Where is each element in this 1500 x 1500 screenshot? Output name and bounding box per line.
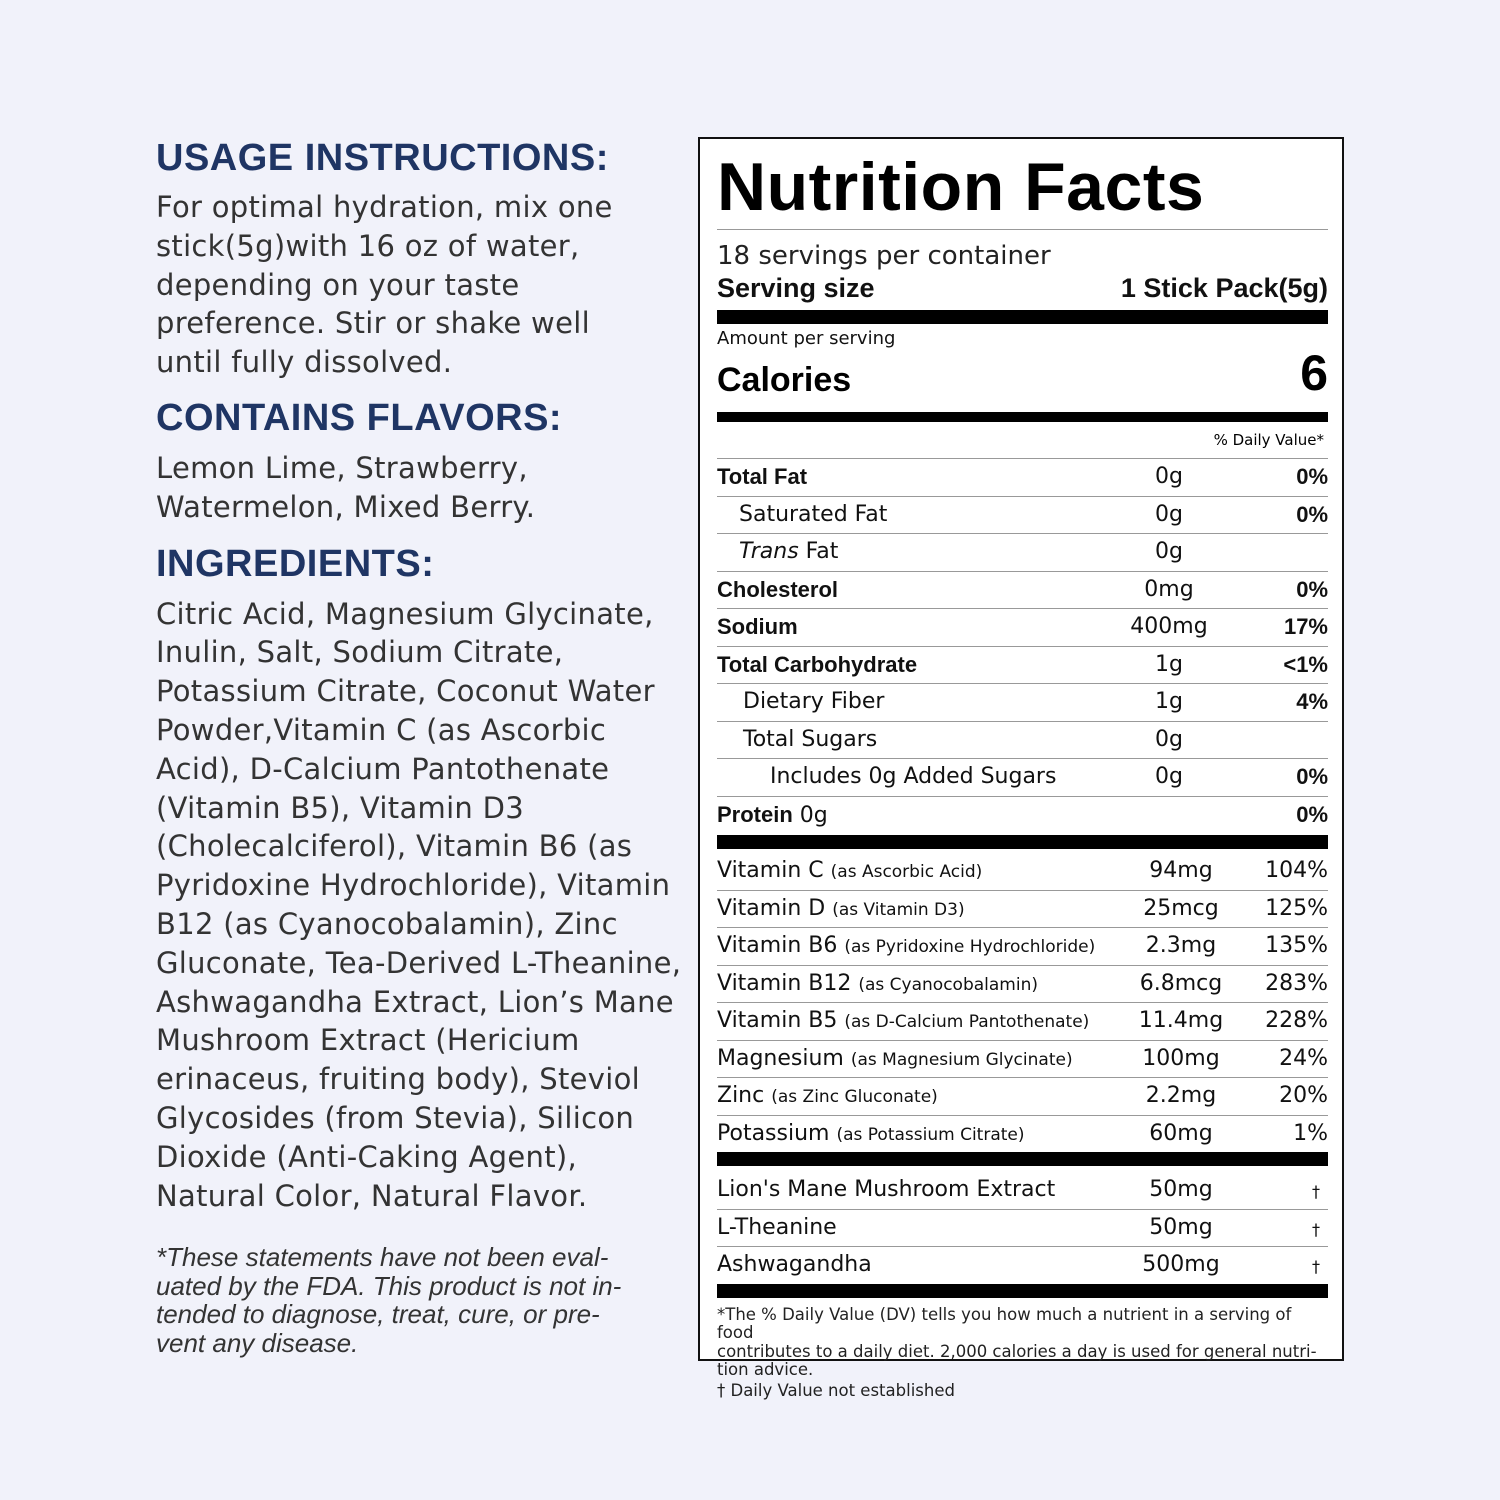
mineral-source: (as Potassium Citrate)	[836, 1124, 1025, 1145]
nutrient-amount: 0g	[1155, 764, 1183, 789]
dagger-symbol: †	[1312, 1219, 1320, 1239]
nutrient-row-saturated-fat	[717, 497, 1328, 535]
extract-row-lions-mane	[717, 1172, 1328, 1210]
nutrient-row-total-fat	[717, 459, 1328, 497]
nutrient-row-total-carbohydrate	[717, 647, 1328, 685]
nutrient-label: Dietary Fiber	[743, 689, 885, 714]
vitamin-name: Vitamin B6	[717, 933, 838, 958]
vitamin-row-c	[717, 853, 1328, 891]
vitamin-label	[717, 1008, 1089, 1033]
mineral-row-zinc	[717, 1078, 1328, 1116]
thick-divider	[717, 1284, 1328, 1298]
extract-row-l-theanine	[717, 1210, 1328, 1248]
vitamin-amount: 2.3mg	[1145, 933, 1217, 958]
nutrient-dv: 4%	[1296, 689, 1328, 714]
nutrient-dv: <1%	[1283, 651, 1328, 677]
mineral-row-magnesium	[717, 1041, 1328, 1079]
mineral-name: Magnesium	[717, 1045, 844, 1071]
nutrient-amount: 1g	[1155, 651, 1183, 677]
dagger-symbol: †	[1312, 1182, 1320, 1201]
trans-italic: Trans	[739, 539, 799, 564]
calories-value: 6	[1300, 345, 1328, 401]
vitamin-amount: 25mcg	[1143, 895, 1219, 921]
nutrient-amount: 0g	[1155, 501, 1183, 527]
extract-label: Lion's Mane Mushroom Extract	[717, 1177, 1056, 1202]
servings-per-container: 18 servings per container	[717, 241, 1051, 271]
nutrient-dv: 17%	[1283, 614, 1328, 639]
nutrient-label	[717, 802, 828, 828]
nutrient-label: Sodium	[717, 614, 798, 639]
nutrient-dv: 0%	[1296, 464, 1328, 489]
vitamin-row-b5	[717, 1003, 1328, 1041]
vitamin-row-d	[717, 891, 1328, 929]
calories-row	[717, 345, 1328, 401]
nutrient-row-trans-fat	[717, 534, 1328, 572]
nutrition-facts-title: Nutrition Facts	[717, 149, 1205, 225]
thick-divider	[717, 310, 1328, 324]
nutrition-facts-panel	[698, 137, 1344, 1400]
extract-row-ashwagandha	[717, 1247, 1328, 1284]
nutrient-dv: 0%	[1296, 764, 1328, 789]
mineral-dv: 24%	[1279, 1045, 1328, 1071]
vitamin-dv: 125%	[1265, 895, 1328, 921]
flavors-heading: CONTAINS FLAVORS:	[156, 396, 563, 439]
daily-value-footnote: *The % Daily Value (DV) tells you how much a nutrient in a serving of food contributes to a daily diet. 2,000 calories a day is used for general nutri- tion advice.	[717, 1304, 1317, 1379]
vitamin-amount: 11.4mg	[1138, 1008, 1224, 1033]
mineral-label	[717, 1046, 1073, 1071]
divider	[717, 229, 1328, 230]
vitamin-source: (as D-Calcium Pantothenate)	[844, 1012, 1090, 1032]
nutrient-label: Total Fat	[717, 464, 808, 489]
daily-value-header: % Daily Value*	[717, 422, 1328, 459]
mineral-dv: 20%	[1279, 1083, 1328, 1108]
mineral-row-potassium	[717, 1116, 1328, 1153]
extract-label: L-Theanine	[717, 1214, 837, 1240]
nutrient-label	[739, 539, 838, 564]
nutrient-amount: 0g	[1155, 464, 1183, 489]
amount-per-serving: Amount per serving	[717, 328, 896, 349]
nutrient-label: Cholesterol	[717, 576, 839, 602]
serving-size-value: 1 Stick Pack(5g)	[1120, 273, 1328, 303]
vitamin-dv: 104%	[1265, 858, 1328, 883]
mineral-amount: 100mg	[1142, 1045, 1220, 1071]
vitamin-name: Vitamin C	[717, 858, 824, 883]
fda-disclaimer: *These statements have not been eval- uated by the FDA. This product is not in- tended to diagnose, treat, cure, or pre- vent any disease.	[156, 1242, 622, 1358]
extract-amount: 500mg	[1142, 1252, 1220, 1277]
nutrient-row-dietary-fiber	[717, 684, 1328, 722]
vitamin-row-b6	[717, 928, 1328, 966]
thick-divider	[717, 1152, 1328, 1166]
thick-divider	[717, 835, 1328, 849]
mineral-name: Zinc	[717, 1083, 765, 1108]
nutrient-label: Total Sugars	[743, 726, 878, 752]
nutrient-amount: 0g	[1155, 539, 1183, 564]
thick-divider	[717, 412, 1328, 422]
extract-amount: 50mg	[1149, 1177, 1213, 1202]
mineral-amount: 2.2mg	[1145, 1083, 1217, 1108]
trans-suffix: Fat	[798, 539, 839, 564]
protein-suffix: 0g	[792, 802, 828, 828]
nutrient-amount: 1g	[1155, 689, 1183, 714]
ingredients-text: Citric Acid, Magnesium Glycinate, Inulin, Salt, Sodium Citrate, Potassium Citrate, Coconut Water Powder,Vitamin C (as Ascorbic Acid), D-Calcium Pantothenate (Vitamin B5), Vitamin D3 (Cholecalciferol), Vitamin B6 (as Pyridoxine Hydrochloride), Vitamin B12 (as Cyanocobalamin), Zinc Gluconate, Tea-Derived L-Theanine, Ashwagandha Extract, Lion’s Mane Mushroom Extract (Hericium erinaceus, fruiting body), Steviol Glycosides (from Stevia), Silicon Dioxide (Anti-Caking Agent), Natural Color, Natural Flavor.	[156, 596, 682, 1213]
usage-text: For optimal hydration, mix one stick(5g)with 16 oz of water, depending on your taste preference. Stir or shake well until fully dissolved.	[156, 190, 613, 380]
nutrient-label: Saturated Fat	[739, 501, 888, 527]
vitamin-name: Vitamin B12	[717, 970, 852, 996]
extract-amount: 50mg	[1149, 1214, 1213, 1240]
vitamin-source: (as Cyanocobalamin)	[858, 974, 1038, 995]
serving-size-row	[717, 272, 1328, 310]
calories-label: Calories	[717, 361, 852, 399]
vitamin-amount: 94mg	[1149, 858, 1213, 883]
mineral-label	[717, 1083, 938, 1108]
vitamin-amount: 6.8mcg	[1139, 970, 1223, 996]
vitamin-source: (as Vitamin D3)	[832, 899, 965, 920]
mineral-label	[717, 1121, 1025, 1146]
vitamin-label	[717, 933, 1095, 958]
usage-heading: USAGE INSTRUCTIONS:	[156, 137, 609, 179]
vitamin-label	[717, 858, 982, 883]
nutrient-row-total-sugars	[717, 722, 1328, 760]
vitamin-label	[717, 971, 1038, 996]
vitamin-source: (as Pyridoxine Hydrochloride)	[844, 937, 1096, 957]
nutrient-dv: 0%	[1296, 501, 1328, 527]
vitamin-dv: 283%	[1265, 970, 1328, 996]
mineral-amount: 60mg	[1149, 1120, 1213, 1146]
vitamin-dv: 228%	[1265, 1008, 1328, 1033]
dagger-symbol: †	[1312, 1257, 1320, 1276]
nutrient-dv: 0%	[1296, 801, 1328, 827]
mineral-dv: 1%	[1293, 1120, 1328, 1146]
nutrient-row-protein	[717, 797, 1328, 834]
nutrient-label: Includes 0g Added Sugars	[770, 764, 1057, 789]
nutrient-amount: 0g	[1155, 726, 1183, 752]
protein-label: Protein	[717, 801, 793, 827]
nutrient-dv: 0%	[1296, 576, 1328, 602]
serving-size-label: Serving size	[717, 273, 875, 303]
mineral-source: (as Zinc Gluconate)	[771, 1087, 938, 1107]
nutrient-amount: 400mg	[1130, 614, 1208, 639]
mineral-name: Potassium	[717, 1120, 830, 1146]
nutrient-amount: 0mg	[1144, 576, 1194, 602]
nutrient-row-added-sugars	[717, 759, 1328, 797]
vitamin-row-b12	[717, 966, 1328, 1004]
vitamin-label	[717, 896, 965, 921]
vitamin-dv: 135%	[1265, 933, 1328, 958]
extract-label: Ashwagandha	[717, 1252, 872, 1277]
ingredients-heading: INGREDIENTS:	[156, 542, 435, 585]
vitamin-source: (as Ascorbic Acid)	[830, 862, 983, 882]
vitamin-name: Vitamin D	[717, 895, 826, 921]
flavors-text: Lemon Lime, Strawberry, Watermelon, Mixed Berry.	[156, 450, 536, 524]
dagger-footnote: † Daily Value not established	[717, 1380, 955, 1400]
nutrient-row-cholesterol	[717, 572, 1328, 610]
vitamin-name: Vitamin B5	[717, 1008, 838, 1033]
mineral-source: (as Magnesium Glycinate)	[850, 1049, 1073, 1070]
product-info-column	[156, 136, 686, 1215]
nutrient-label: Total Carbohydrate	[717, 651, 918, 677]
nutrient-row-sodium	[717, 609, 1328, 647]
